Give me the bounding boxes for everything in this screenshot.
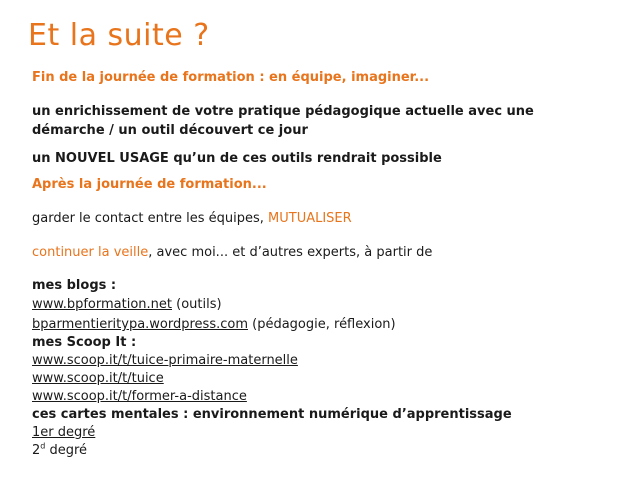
keep-contact xyxy=(32,211,352,226)
scoop3 xyxy=(32,389,247,404)
blog1-link[interactable]: www.bpformation.net xyxy=(32,297,172,312)
watch-suffix: , avec moi... et d’autres experts, à partir de xyxy=(148,245,433,260)
maps-label: ces cartes mentales : environnement numérique d’apprentissage xyxy=(32,407,512,422)
scoop3-link[interactable]: www.scoop.it/t/former-a-distance xyxy=(32,389,247,404)
slide-title: Et la suite ? xyxy=(28,18,210,53)
item1-line1: un enrichissement de votre pratique pédagogique actuelle avec une xyxy=(32,104,534,119)
blog2-note: (pédagogie, réflexion) xyxy=(248,317,396,332)
blog1-note: (outils) xyxy=(172,297,222,312)
blogs-label: mes blogs : xyxy=(32,278,117,293)
keep-contact-text: garder le contact entre les équipes, xyxy=(32,211,269,226)
blog2 xyxy=(32,317,396,332)
scoop-label: mes Scoop It : xyxy=(32,335,137,350)
map2 xyxy=(32,443,87,458)
watch xyxy=(32,245,432,260)
map2-text: degré xyxy=(45,443,88,458)
watch-emphasis: continuer la veille xyxy=(32,245,149,260)
scoop1 xyxy=(32,353,298,368)
scoop1-link[interactable]: www.scoop.it/t/tuice-primaire-maternelle xyxy=(32,353,298,368)
item1-line2: démarche / un outil découvert ce jour xyxy=(32,123,308,138)
map2-sup: d xyxy=(40,441,46,451)
item2-prefix: un xyxy=(32,151,56,166)
map2-num: 2 xyxy=(32,443,41,458)
scoop2 xyxy=(32,371,164,386)
blog2-link[interactable]: bparmentieritypa.wordpress.com xyxy=(32,317,248,332)
intro-heading: Fin de la journée de formation : en équipe, imaginer... xyxy=(32,70,430,85)
item2 xyxy=(32,151,442,166)
map1 xyxy=(32,425,95,440)
item2-emphasis: NOUVEL USAGE xyxy=(55,151,169,166)
item2-suffix: qu’un de ces outils rendrait possible xyxy=(168,151,442,166)
scoop2-link[interactable]: www.scoop.it/t/tuice xyxy=(32,371,164,386)
keep-contact-emphasis: MUTUALISER xyxy=(268,211,352,226)
blog1 xyxy=(32,297,222,312)
after-heading: Après la journée de formation... xyxy=(32,177,267,192)
map1-link[interactable]: 1er degré xyxy=(32,425,96,440)
